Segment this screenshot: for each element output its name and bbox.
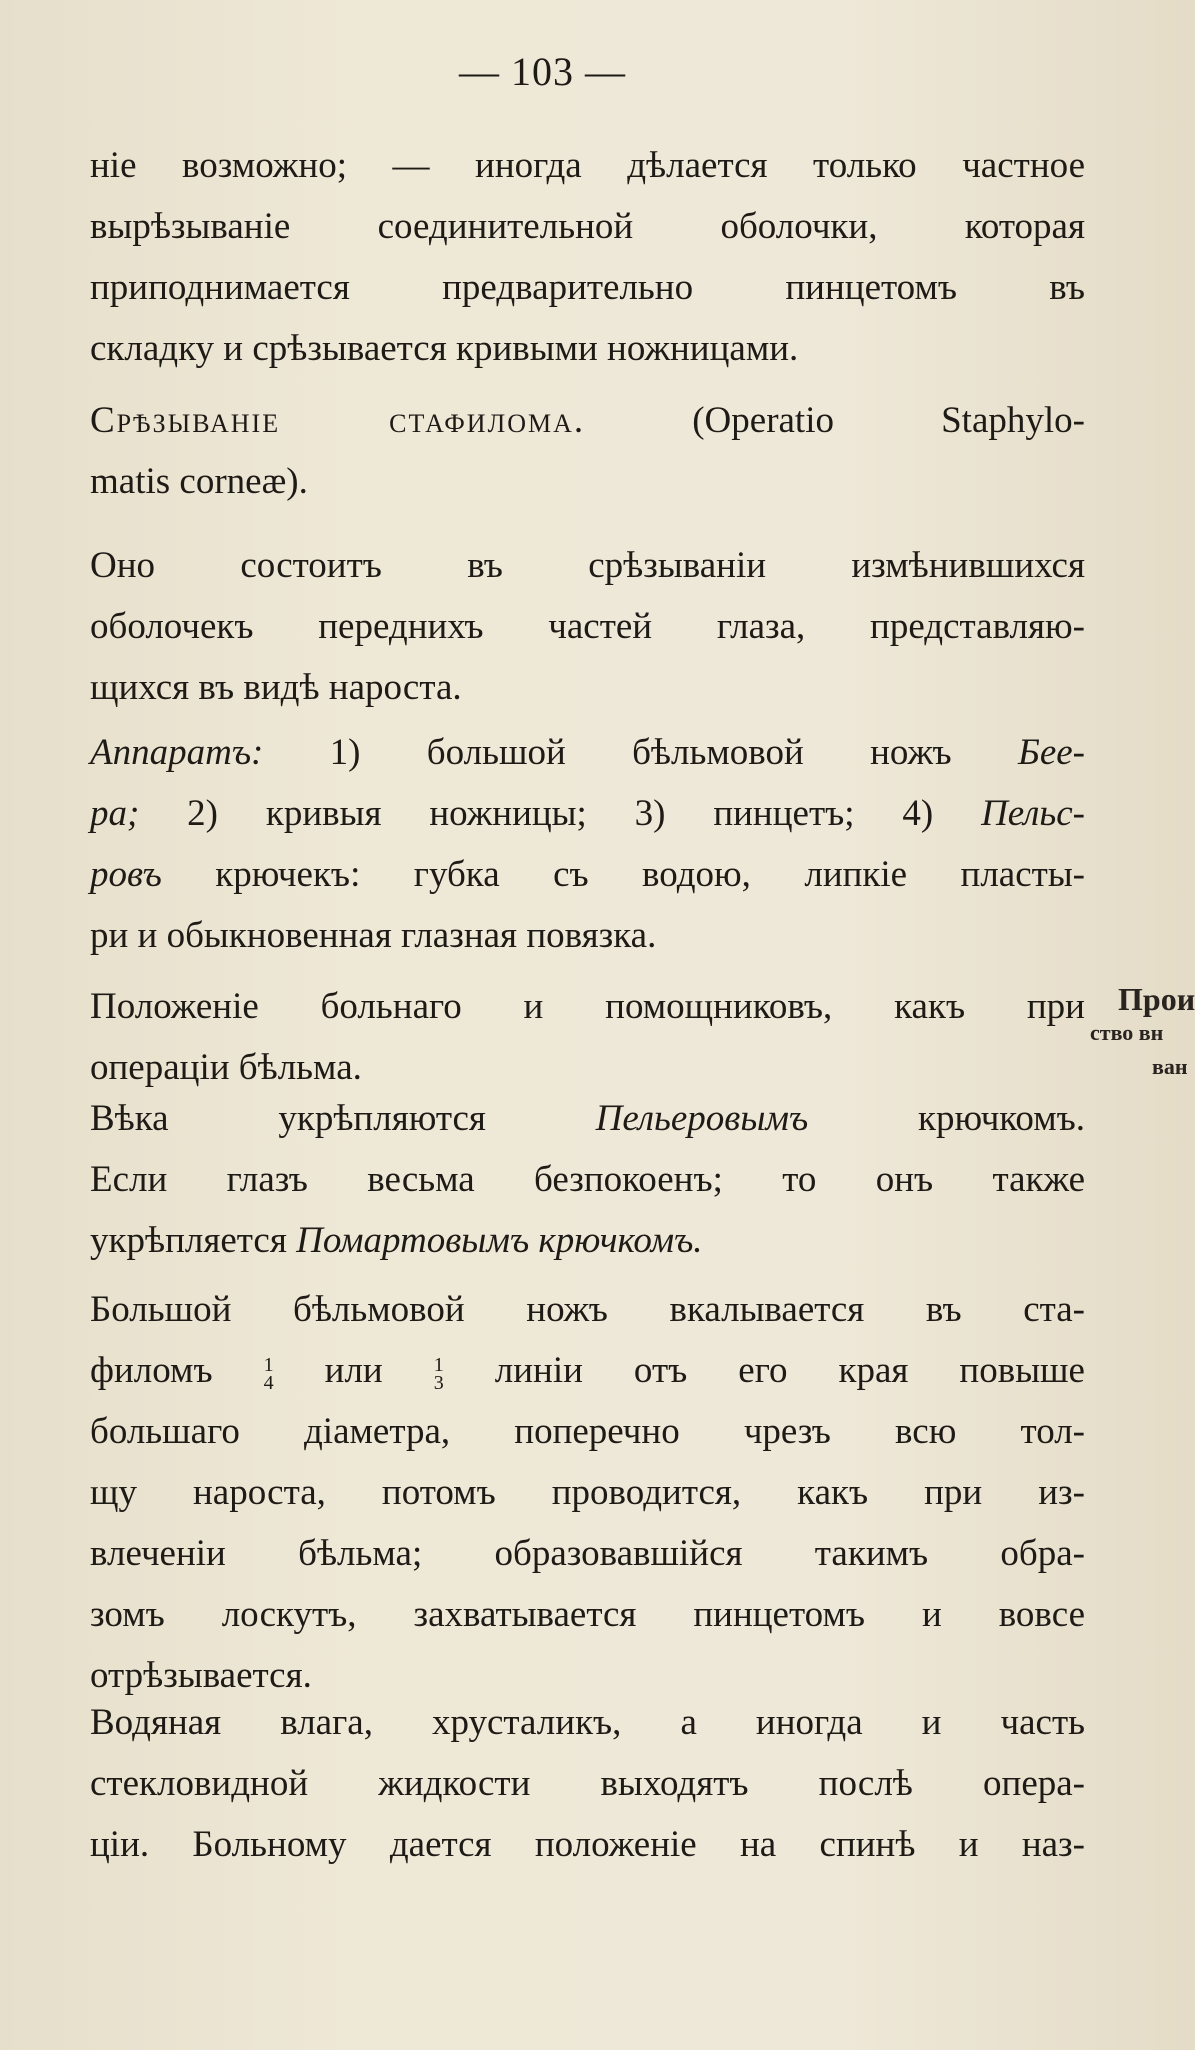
paragraph-1 (90, 135, 1085, 379)
section-heading (90, 390, 1085, 512)
text-line: стекловидной жидкости выходятъ послѣ опера- (90, 1763, 1085, 1804)
text-line: ровъ крючекъ: губка съ водою, липкіе пласты- (90, 854, 1085, 895)
apparatus-label: Аппаратъ: (90, 732, 264, 773)
text-line: щихся въ видѣ нароста. (90, 667, 462, 708)
text-line: ніе возможно; — иногда дѣлается только частное (90, 145, 1085, 186)
text-line: операціи бѣльма. (90, 1047, 362, 1088)
text-line: matis corneæ). (90, 461, 308, 502)
margin-note-line: ван (1152, 1054, 1188, 1079)
text-line: Водяная влага, хрусталикъ, а иногда и часть (90, 1702, 1085, 1743)
paragraph-position (90, 976, 1085, 1098)
paragraph-procedure (90, 1279, 1085, 1706)
text-line: ра; 2) кривыя ножницы; 3) пинцетъ; 4) Пельс- (90, 793, 1085, 834)
text-line: филомъ 1 4 или 1 3 линіи отъ его края повыше (90, 1350, 1085, 1394)
text-line: оболочекъ переднихъ частей глаза, представляю- (90, 606, 1085, 647)
text-line: Оно состоитъ въ срѣзываніи измѣнившихся (90, 545, 1085, 586)
text-line: укрѣпляется Помартовымъ крючкомъ. (90, 1220, 703, 1261)
text-line (90, 390, 1085, 451)
paragraph-eyelids (90, 1088, 1085, 1271)
text-line: Положеніе больнаго и помощниковъ, какъ при (90, 986, 1085, 1027)
fraction-third: 1 3 (433, 1353, 444, 1394)
text-line: Большой бѣльмовой ножъ вкалывается въ ста- (90, 1289, 1085, 1330)
text-line: зомъ лоскутъ, захватывается пинцетомъ и вовсе (90, 1594, 1085, 1635)
text-line: влеченіи бѣльма; образовавшійся такимъ обра- (90, 1533, 1085, 1574)
page-number: — 103 — (459, 49, 626, 94)
margin-note (1090, 982, 1195, 1084)
text-line: приподнимается предварительно пинцетомъ въ (90, 267, 1085, 308)
paragraph-apparatus (90, 722, 1085, 966)
text-line: Аппаратъ: 1) большой бѣльмовой ножъ Бее- (90, 732, 1085, 773)
text-line: щу нароста, потомъ проводится, какъ при из- (90, 1472, 1085, 1513)
text-line: отрѣзывается. (90, 1655, 312, 1696)
heading-title: Срѣзываніе стафилома. (90, 400, 586, 441)
text-line: вырѣзываніе соединительной оболочки, которая (90, 206, 1085, 247)
text-line: ціи. Больному дается положеніе на спинѣ и наз- (90, 1824, 1085, 1865)
text-line: большаго діаметра, поперечно чрезъ всю тол- (90, 1411, 1085, 1452)
margin-note-line: ство вн (1090, 1020, 1164, 1045)
text-line: Вѣка укрѣпляются Пельеровымъ крючкомъ. (90, 1098, 1085, 1139)
margin-note-line: Прои (1118, 982, 1195, 1017)
paragraph-aftermath (90, 1692, 1085, 1875)
text-line: ри и обыкновенная глазная повязка. (90, 915, 657, 956)
text-line: складку и срѣзывается кривыми ножницами. (90, 328, 799, 369)
heading-latin: (Operatio Staphylo- (585, 400, 1085, 441)
paragraph-description (90, 535, 1085, 718)
text-line: Если глазъ весьма безпокоенъ; то онъ также (90, 1159, 1085, 1200)
fraction-quarter: 1 4 (263, 1353, 274, 1394)
